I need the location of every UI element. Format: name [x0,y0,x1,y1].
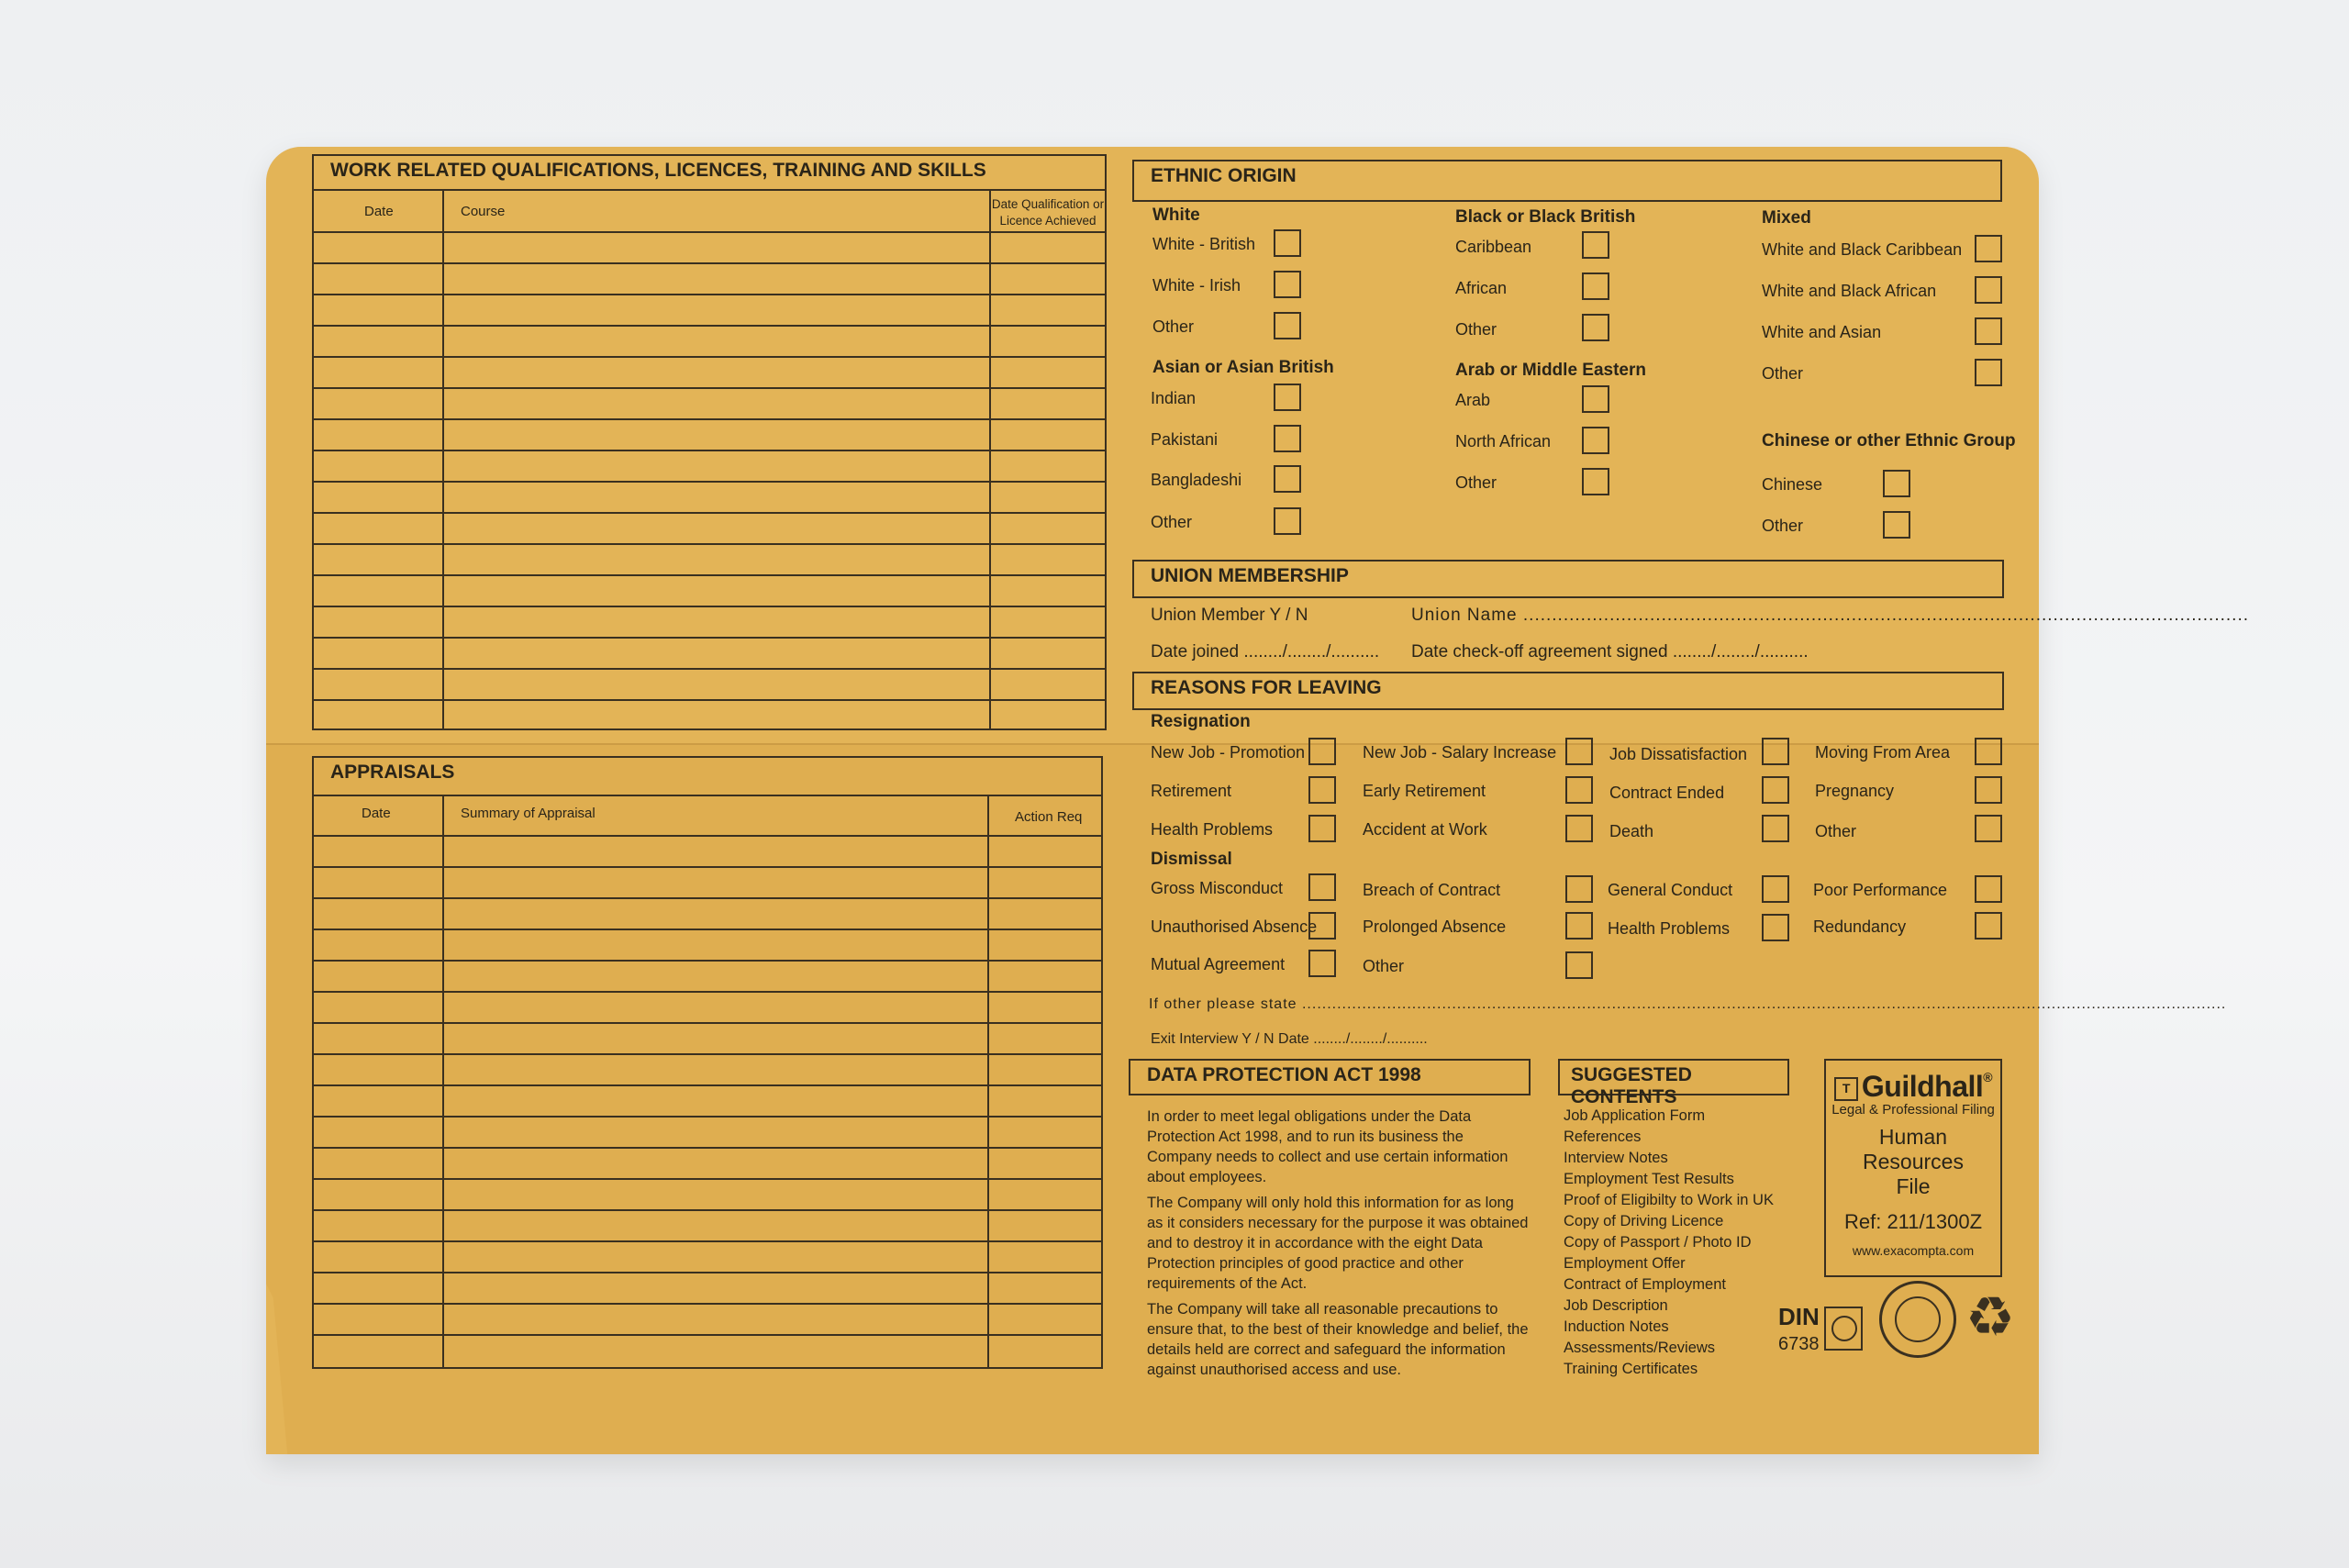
list-item: Copy of Passport / Photo ID [1564,1234,1752,1251]
qualifications-header: WORK RELATED QUALIFICATIONS, LICENCES, TRAINING AND SKILLS [312,154,1107,191]
suggested-contents-list [1564,1106,1802,1380]
guildhall-logo: T Guildhall® [1826,1070,2000,1104]
checkbox-contract-ended[interactable] [1762,776,1789,804]
ethnic-arab-heading: Arab or Middle Eastern [1455,361,1646,380]
list-item: Proof of Eligibilty to Work in UK [1564,1192,1774,1208]
ethnic-arab-arab: Arab [1455,391,1491,409]
table-row-line [314,1022,1101,1024]
guildhall-emblem-icon: T [1834,1077,1858,1101]
ethnic-asian-other: Other [1151,513,1193,531]
leave-job-dissatisfaction: Job Dissatisfaction [1609,745,1748,763]
checkbox-black-caribbean[interactable] [1582,231,1609,259]
ethnic-chinese-other: Other [1762,517,1804,535]
list-item: Induction Notes [1564,1318,1669,1335]
checkbox-new-job-salary[interactable] [1565,738,1593,765]
appraisals-header: APPRAISALS [312,756,1103,796]
qual-col-date: Date [364,204,394,219]
table-row-line [314,543,1105,545]
qualifications-table [312,189,1107,730]
appr-col-summary: Summary of Appraisal [461,806,596,821]
leave-accident-at-work: Accident at Work [1363,820,1487,839]
table-row-line [314,1240,1101,1242]
table-row-line [314,866,1101,868]
leave-gross-misconduct: Gross Misconduct [1151,879,1284,897]
qual-col-course: Course [461,204,506,219]
ethnic-black-heading: Black or Black British [1455,207,1636,227]
table-row-line [314,1053,1101,1055]
table-row-line [314,481,1105,483]
table-row-line [314,991,1101,993]
ethnic-white-irish: White - Irish [1152,276,1241,295]
appraisals-table [312,795,1103,1369]
guildhall-tagline: Legal & Professional Filing [1831,1102,1995,1118]
table-row-line [314,325,1105,327]
table-row-line [314,512,1105,514]
checkbox-pregnancy[interactable] [1975,776,2002,804]
suggested-contents-header: SUGGESTED CONTENTS [1558,1059,1789,1095]
leave-breach-of-contract: Breach of Contract [1363,881,1501,899]
checkbox-black-african[interactable] [1582,272,1609,300]
table-row-line [314,1147,1101,1149]
checkbox-accident-at-work[interactable] [1565,815,1593,842]
leave-retirement: Retirement [1151,782,1232,800]
ethnic-asian-pakistani: Pakistani [1151,430,1219,449]
table-row-line [314,356,1105,358]
leave-other-resignation: Other [1815,822,1857,840]
ethnic-asian-heading: Asian or Asian British [1152,358,1334,377]
list-item: Copy of Driving Licence [1564,1213,1724,1229]
data-protection-header: DATA PROTECTION ACT 1998 [1129,1059,1531,1095]
union-checkoff-field[interactable]: Date check-off agreement signed ......../......../.......... [1411,642,1809,662]
leave-poor-performance: Poor Performance [1813,881,1948,899]
checkbox-mixed-white-asian[interactable] [1975,317,2002,345]
union-name-field[interactable]: Union Name .............................................................................................................................. [1411,606,2250,625]
checkbox-mixed-other[interactable] [1975,359,2002,386]
checkbox-asian-bangladeshi[interactable] [1274,465,1301,493]
product-line-1: Human [1878,1125,1948,1149]
table-row-line [314,1303,1101,1305]
checkbox-health-problems[interactable] [1308,815,1336,842]
leave-death: Death [1609,822,1654,840]
checkbox-gross-misconduct[interactable] [1308,873,1336,901]
list-item: Employment Offer [1564,1255,1686,1272]
checkbox-mutual-agreement[interactable] [1308,950,1336,977]
reasons-leaving-header: REASONS FOR LEAVING [1132,672,2004,710]
list-item: Job Description [1564,1297,1668,1314]
clock-icon [1824,1307,1863,1351]
list-item: Contract of Employment [1564,1276,1726,1293]
product-line-3: File [1896,1174,1931,1198]
table-row-line [314,897,1101,899]
ethnic-white-heading: White [1152,206,1200,225]
din-label: DIN [1778,1303,1820,1330]
union-date-joined-field[interactable]: Date joined ......../......../.......... [1151,642,1380,662]
checkbox-other-dismissal[interactable] [1565,951,1593,979]
qual-col-achieved: Date Qualification or Licence Achieved [991,197,1105,228]
ethnic-white-british: White - British [1152,235,1256,253]
ethnic-mixed-white-black-african: White and Black African [1762,282,1937,300]
blue-angel-ecolabel-icon [1879,1281,1956,1358]
ethnic-origin-header: ETHNIC ORIGIN [1132,160,2002,202]
table-row-line [314,387,1105,389]
table-row-line [314,418,1105,420]
table-row-line [314,294,1105,295]
table-row-line [314,450,1105,451]
leave-prolonged-absence: Prolonged Absence [1363,917,1507,936]
checkbox-asian-other[interactable] [1274,507,1301,535]
checkbox-white-irish[interactable] [1274,271,1301,298]
leave-health-problems: Health Problems [1151,820,1274,839]
table-row-line [314,929,1101,930]
din-badge [1776,1303,1868,1358]
leave-contract-ended: Contract Ended [1609,784,1725,802]
checkbox-general-conduct[interactable] [1762,875,1789,903]
checkbox-chinese-other[interactable] [1883,511,1910,539]
exacompta-url: www.exacompta.com [1852,1243,1975,1258]
leave-unauthorised-absence: Unauthorised Absence [1151,917,1318,936]
list-item: Assessments/Reviews [1564,1340,1716,1356]
table-row-line [314,1272,1101,1273]
leave-early-retirement: Early Retirement [1363,782,1486,800]
table-row-line [314,960,1101,962]
recycle-icon: ♻ [1965,1286,2015,1348]
list-item: Employment Test Results [1564,1171,1734,1187]
if-other-state-field[interactable]: If other please state ......................................................................................................................................................................................... [1149,996,2227,1012]
checkbox-black-other[interactable] [1582,314,1609,341]
table-row-line [314,1209,1101,1211]
dpa-paragraph-2: The Company will only hold this information for as long as it considers necessary for the purpose it was obtained and to destroy it in accordance with the eight Data Protection principles of good practice and other requirements of the Act. [1147,1195,1529,1292]
checkbox-retirement[interactable] [1308,776,1336,804]
ethnic-mixed-other: Other [1762,364,1804,383]
checkbox-arab-other[interactable] [1582,468,1609,495]
checkbox-redundancy[interactable] [1975,912,2002,940]
product-line-2: Resources [1863,1150,1964,1173]
leave-pregnancy: Pregnancy [1815,782,1895,800]
checkbox-arab-north-african[interactable] [1582,427,1609,454]
resignation-heading: Resignation [1151,712,1251,731]
dpa-paragraph-1: In order to meet legal obligations under the Data Protection Act 1998, and to run its business the Company needs to collect and use certain information about employees. [1147,1108,1508,1185]
guildhall-logo-box [1824,1059,2002,1277]
table-row-line [314,606,1105,607]
table-row-line [314,637,1105,639]
ethnic-mixed-white-black-caribbean: White and Black Caribbean [1762,240,1963,259]
table-row-line [314,1178,1101,1180]
ethnic-black-caribbean: Caribbean [1455,238,1532,256]
table-row-line [314,835,1101,837]
checkbox-early-retirement[interactable] [1565,776,1593,804]
ethnic-arab-north-african: North African [1455,432,1552,450]
data-protection-text [1147,1106,1532,1385]
checkbox-mixed-white-black-african[interactable] [1975,276,2002,304]
list-item: Interview Notes [1564,1150,1668,1166]
leave-redundancy: Redundancy [1813,917,1907,936]
checkbox-death[interactable] [1762,815,1789,842]
leave-moving-from-area: Moving From Area [1815,743,1951,762]
checkbox-prolonged-absence[interactable] [1565,912,1593,940]
checkbox-job-dissatisfaction[interactable] [1762,738,1789,765]
dpa-paragraph-3: The Company will take all reasonable precautions to ensure that, to the best of their knowledge and belief, the details held are correct and safeguard the information against unauthorised access and use. [1147,1301,1529,1378]
checkbox-white-british[interactable] [1274,229,1301,257]
ethnic-black-african: African [1455,279,1508,297]
checkbox-chinese[interactable] [1883,470,1910,497]
ethnic-chinese-chinese: Chinese [1762,475,1823,494]
ethnic-asian-bangladeshi: Bangladeshi [1151,471,1242,489]
ethnic-arab-other: Other [1455,473,1497,492]
appr-col-action: Action Req [1015,809,1083,825]
table-row-line [314,1084,1101,1086]
table-row-line [314,699,1105,701]
checkbox-other-resignation[interactable] [1975,815,2002,842]
table-row-line [314,574,1105,576]
union-membership-header: UNION MEMBERSHIP [1132,560,2004,598]
ethnic-black-other: Other [1455,320,1497,339]
din-number: 6738 [1778,1334,1820,1354]
checkbox-poor-performance[interactable] [1975,875,2002,903]
checkbox-arab-arab[interactable] [1582,385,1609,413]
leave-new-job-salary: New Job - Salary Increase [1363,743,1557,762]
list-item: Job Application Form [1564,1107,1706,1124]
checkbox-moving-from-area[interactable] [1975,738,2002,765]
leave-mutual-agreement: Mutual Agreement [1151,955,1286,973]
ethnic-white-other: Other [1152,317,1195,336]
checkbox-health-problems-dismissal[interactable] [1762,914,1789,941]
leave-health-problems-dismissal: Health Problems [1608,919,1731,938]
dismissal-heading: Dismissal [1151,850,1232,869]
appr-col-date: Date [362,806,391,821]
ethnic-asian-indian: Indian [1151,389,1197,407]
leave-new-job-promotion: New Job - Promotion [1151,743,1306,762]
checkbox-white-other[interactable] [1274,312,1301,339]
checkbox-unauthorised-absence[interactable] [1308,912,1336,940]
checkbox-mixed-white-black-caribbean[interactable] [1975,235,2002,262]
table-row-line [314,231,1105,233]
ethnic-chinese-heading: Chinese or other Ethnic Group [1762,431,2016,450]
exit-interview-field[interactable]: Exit Interview Y / N Date ......../......../.......... [1151,1031,1428,1047]
leave-general-conduct: General Conduct [1608,881,1733,899]
checkbox-breach-of-contract[interactable] [1565,875,1593,903]
checkbox-asian-pakistani[interactable] [1274,425,1301,452]
table-row-line [314,262,1105,264]
ethnic-mixed-white-asian: White and Asian [1762,323,1882,341]
table-row-line [314,668,1105,670]
product-ref: Ref: 211/1300Z [1843,1210,1983,1233]
checkbox-asian-indian[interactable] [1274,384,1301,411]
table-row-line [314,1116,1101,1118]
list-item: Training Certificates [1564,1361,1698,1377]
ethnic-mixed-heading: Mixed [1762,208,1811,228]
checkbox-new-job-promotion[interactable] [1308,738,1336,765]
table-row-line [314,1334,1101,1336]
list-item: References [1564,1129,1642,1145]
leave-other-dismissal: Other [1363,957,1405,975]
union-member-field[interactable]: Union Member Y / N [1151,606,1308,625]
